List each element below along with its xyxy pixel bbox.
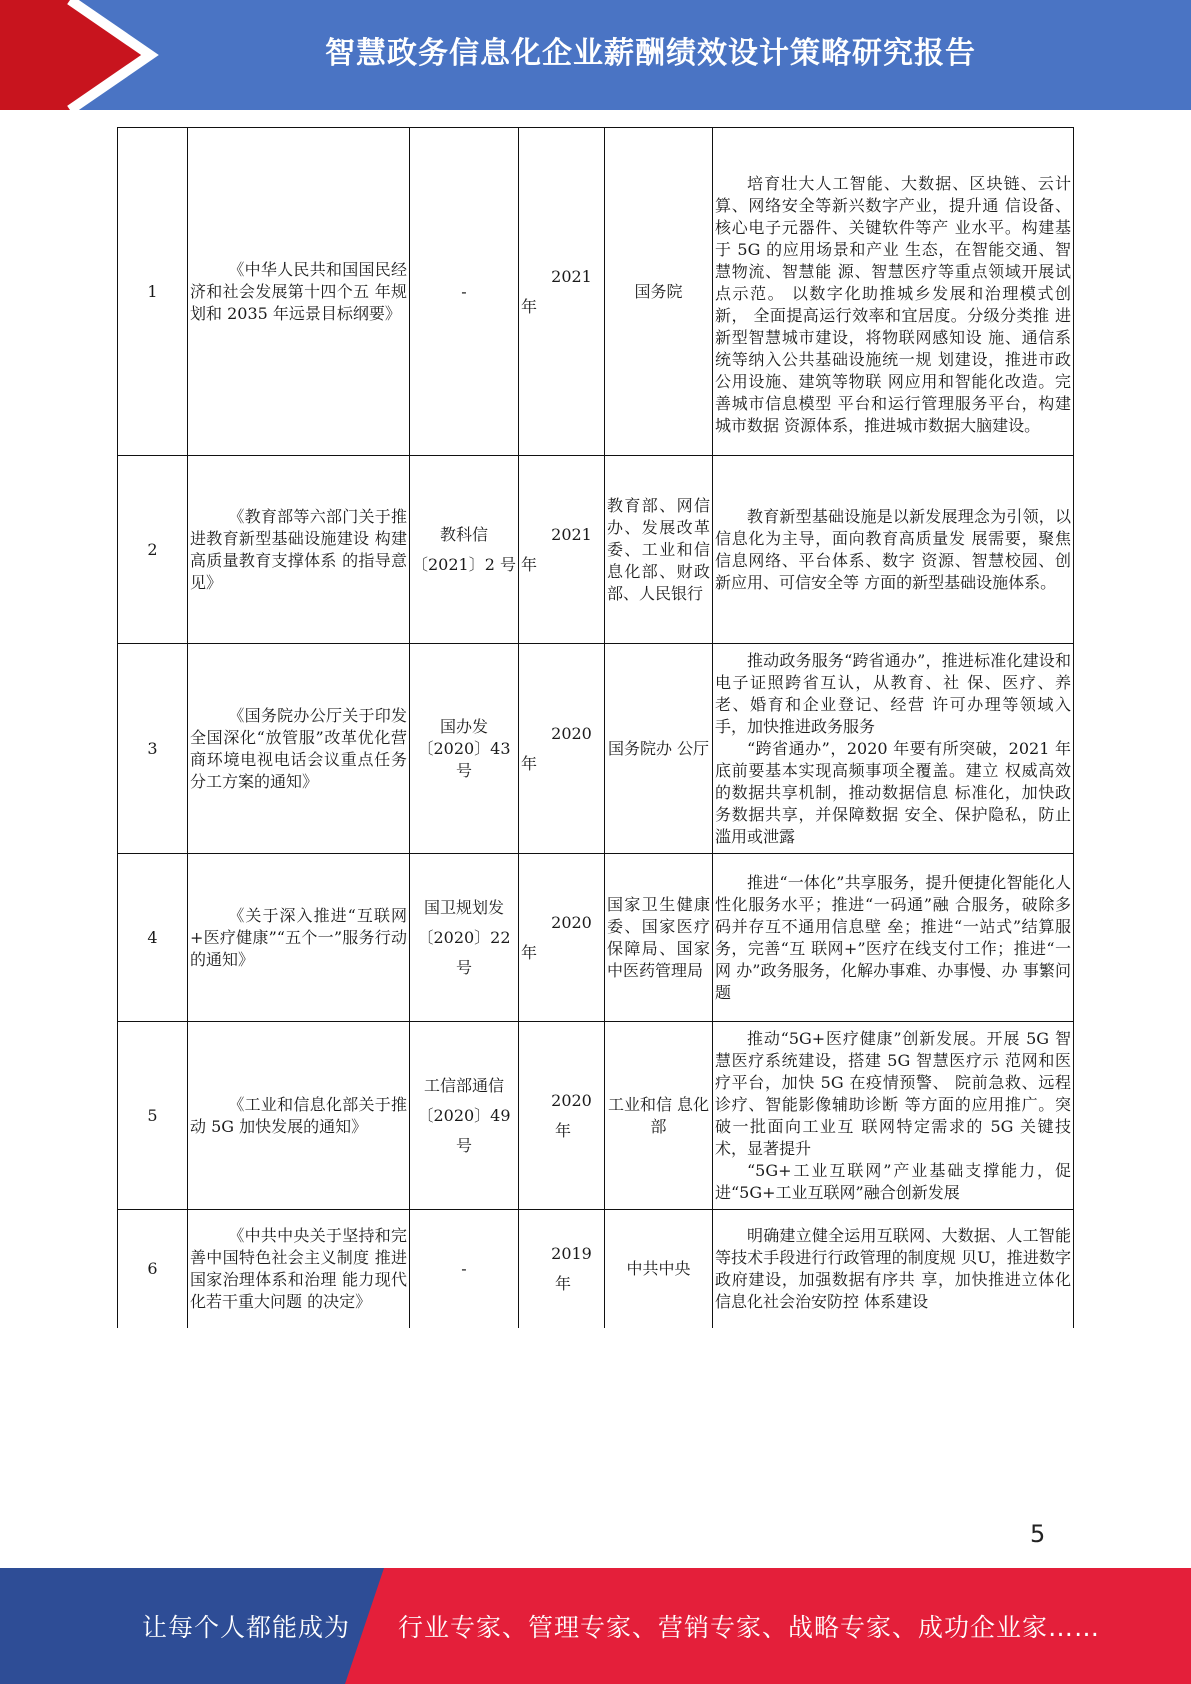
- content-paragraph: “跨省通办”，2020 年要有所突破，2021 年底前要基本实现高频事项全覆盖。建立 权威高效的数据共享机制，推动数据信息 标准化，加快政务数据共享，并保障数据 安全、保护隐私，防止滥用或泄露: [715, 738, 1071, 846]
- policy-name: 《国务院办公厅关于印发 全国深化“放管服”改革优化营商环境电视电话会议重点任务分工方案的通知》: [188, 644, 410, 854]
- row-index: 5: [118, 1022, 188, 1210]
- year: 2020: [551, 723, 592, 743]
- policy-content: [713, 1210, 1074, 1328]
- year: 2019: [551, 1243, 592, 1263]
- year: 2020: [551, 912, 592, 932]
- footer-slogan-right: 行业专家、管理专家、营销专家、战略专家、成功企业家……: [398, 1613, 1101, 1642]
- year-cell: [519, 1210, 605, 1328]
- table-row: [118, 1210, 1074, 1328]
- year-unit: 年: [555, 1120, 572, 1140]
- document-number: -: [410, 128, 519, 456]
- table-row: [118, 128, 1074, 456]
- document-number: 工信部通信〔2020〕49 号: [410, 1022, 519, 1210]
- content-paragraph: 推进“一体化”共享服务，提升便捷化智能化人性化服务水平；推进“一码通”融 合服务，破除多码并存互不通用信息壁 垒；推进“一站式”结算服务，完善“互 联网+”医疗在线支付工作；推进“一网 办”政务服务，化解办事难、办事慢、办 事繁问题: [715, 872, 1071, 1002]
- document-number: -: [410, 1210, 519, 1328]
- policy-name: 《中华人民共和国国民经 济和社会发展第十四个五 年规划和 2035 年远景目标纲要》: [188, 128, 410, 456]
- footer-slogan-left: 让每个人都能成为: [142, 1613, 351, 1642]
- year-unit: 年: [521, 753, 538, 773]
- document-number: 国办发〔2020〕43 号: [410, 644, 519, 854]
- policy-content: [713, 1022, 1074, 1210]
- row-index: 3: [118, 644, 188, 854]
- issuer: 教育部、网信办、发展改革委、工业和信息化部、财政部、人民银行: [605, 456, 713, 644]
- policy-name: 《中共中央关于坚持和完 善中国特色社会主义制度 推进国家治理体系和治理 能力现代化若干重大问题 的决定》: [188, 1210, 410, 1328]
- row-index: 2: [118, 456, 188, 644]
- year-cell: [519, 456, 605, 644]
- year-cell: [519, 854, 605, 1022]
- year-cell: [519, 644, 605, 854]
- year: 2020: [551, 1090, 592, 1110]
- header-banner: [0, 0, 1191, 110]
- content-paragraph: 明确建立健全运用互联网、大数据、人工智能等技术手段进行行政管理的制度规 贝U，推进数字政府建设，加强数据有序共 享，加快推进立体化信息化社会治安防控 体系建设: [715, 1225, 1071, 1311]
- issuer: 国务院: [605, 128, 713, 456]
- row-index: 4: [118, 854, 188, 1022]
- content-paragraph: 教育新型基础设施是以新发展理念为引领，以信息化为主导，面向教育高质量发 展需要，聚焦信息网络、平台体系、数字 资源、智慧校园、创新应用、可信安全等 方面的新型基础设施体系。: [715, 506, 1071, 592]
- year: 2021: [551, 524, 592, 544]
- content-paragraph: 培育壮大人工智能、大数据、区块链、云计算、网络安全等新兴数字产业，提升通 信设备、核心电子元器件、关键软件等产 业水平。构建基于 5G 的应用场景和产业 生态，在智能交通、智慧物流、智慧能 源、智慧医疗等重点领域开展试点示范。 以数字化助推城乡发展和治理模式创新， 全面提高运行效率和宜居度。分级分类推 进新型智慧城市建设，将物联网感知设 施、通信系统等纳入公共基础设施统一规 划建设，推进市政公用设施、建筑等物联 网应用和智能化改造。完善城市信息模型 平台和运行管理服务平台，构建城市数据 资源体系，推进城市数据大脑建设。: [715, 173, 1071, 435]
- row-index: 6: [118, 1210, 188, 1328]
- report-title: 智慧政务信息化企业薪酬绩效设计策略研究报告: [325, 36, 976, 71]
- document-number: 国卫规划发〔2020〕22 号: [410, 854, 519, 1022]
- policy-content: [713, 854, 1074, 1022]
- policy-name: 《工业和信息化部关于推动 5G 加快发展的通知》: [188, 1022, 410, 1210]
- policy-name: 《教育部等六部门关于推 进教育新型基础设施建设 构建高质量教育支撑体系 的指导意见》: [188, 456, 410, 644]
- year-unit: 年: [521, 554, 538, 574]
- table-row: [118, 854, 1074, 1022]
- document-number: 教科信〔2021〕2 号: [410, 456, 519, 644]
- year-cell: [519, 1022, 605, 1210]
- page-number: 5: [1030, 1520, 1046, 1548]
- footer-banner: [0, 1568, 1191, 1684]
- row-index: 1: [118, 128, 188, 456]
- policy-content: [713, 128, 1074, 456]
- content-paragraph: 推动“5G+医疗健康”创新发展。开展 5G 智慧医疗系统建设，搭建 5G 智慧医疗示 范网和医疗平台，加快 5G 在疫情预警、 院前急救、远程诊疗、智能影像辅助诊断 等方面的应用推广。突破一批面向工业互 联网特定需求的 5G 关键技术，显著提升: [715, 1028, 1071, 1158]
- table-row: [118, 644, 1074, 854]
- issuer: 中共中央: [605, 1210, 713, 1328]
- policy-content: [713, 644, 1074, 854]
- content-paragraph: “5G+工业互联网”产业基础支撑能力，促进“5G+工业互联网”融合创新发展: [715, 1160, 1071, 1202]
- year: 2021: [551, 266, 592, 286]
- policy-content: [713, 456, 1074, 644]
- table-row: [118, 1022, 1074, 1210]
- year-unit: 年: [521, 296, 538, 316]
- issuer: 工业和信 息化部: [605, 1022, 713, 1210]
- policy-name: 《关于深入推进“互联网 +医疗健康”“五个一”服务行动的通知》: [188, 854, 410, 1022]
- issuer: 国家卫生健康委、国家医疗保障局、国家中医药管理局: [605, 854, 713, 1022]
- policy-table: [117, 127, 1074, 1328]
- table-row: [118, 456, 1074, 644]
- year-unit: 年: [555, 1273, 572, 1293]
- issuer: 国务院办 公厅: [605, 644, 713, 854]
- year-unit: 年: [521, 942, 538, 962]
- content-paragraph: 推动政务服务“跨省通办”，推进标准化建设和电子证照跨省互认，从教育、社 保、医疗、养老、婚育和企业登记、经营 许可办理等领域入手，加快推进政务服务: [715, 650, 1071, 736]
- year-cell: [519, 128, 605, 456]
